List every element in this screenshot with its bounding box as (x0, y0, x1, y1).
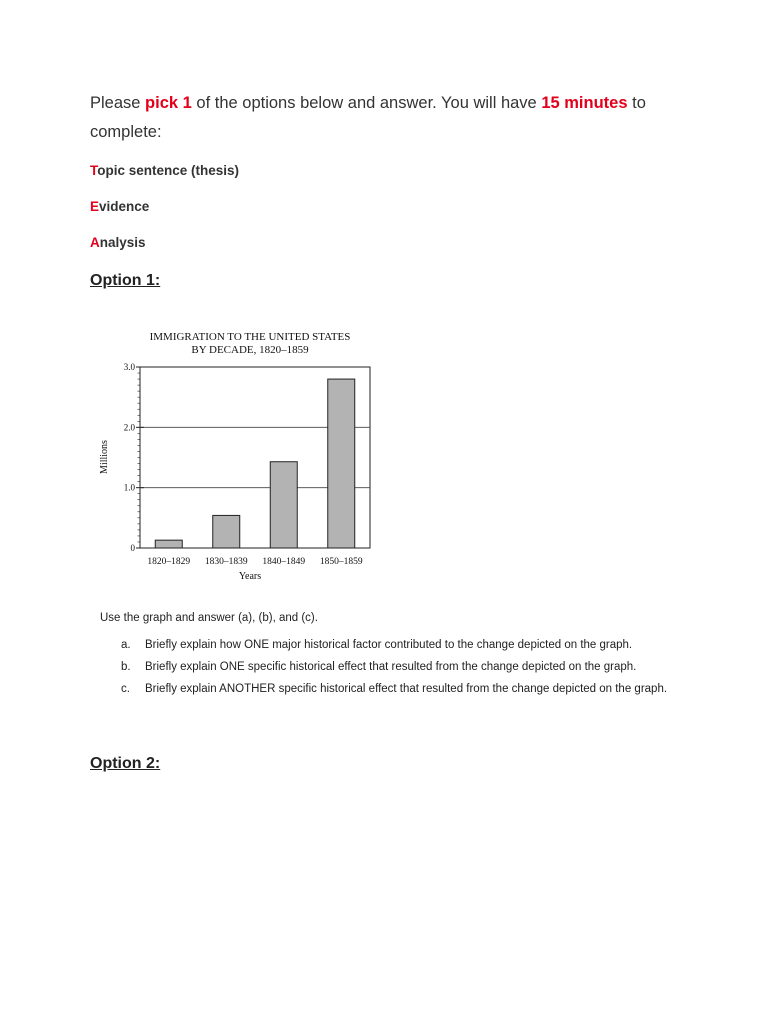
option-1-heading: Option 1: (90, 272, 161, 289)
plot-area (124, 362, 370, 567)
tea-evidence (90, 199, 149, 214)
intro-text-3: to complete: (90, 94, 646, 141)
x-tick-label: 1820–1829 (147, 557, 191, 567)
bar (328, 379, 355, 548)
graph-instructions: Use the graph and answer (a), (b), and (c). (100, 612, 318, 624)
intro-text-1: Please (90, 94, 146, 112)
question-c (121, 681, 681, 697)
question-label: a. (121, 639, 131, 651)
time-emphasis: 15 minutes (541, 94, 628, 112)
question-list (121, 637, 681, 703)
x-tick-label: 1830–1839 (204, 557, 248, 567)
question-label: b. (121, 661, 131, 673)
bar (155, 540, 182, 548)
x-axis-label: Years (238, 571, 262, 582)
y-tick-label: 1.0 (123, 482, 135, 493)
tea-rest: nalysis (99, 235, 146, 250)
question-a (121, 637, 681, 653)
bar (270, 462, 297, 548)
chart-title-line-1: IMMIGRATION TO THE UNITED STATES (149, 331, 351, 343)
x-tick-label: 1840–1849 (262, 557, 306, 567)
tea-letter: E (90, 199, 100, 214)
question-label: c. (121, 683, 130, 695)
instructions-intro (90, 89, 690, 147)
y-tick-label: 0 (130, 543, 135, 553)
chart-title-line-2: BY DECADE, 1820–1859 (191, 344, 309, 356)
question-b (121, 659, 681, 675)
y-tick-label: 3.0 (123, 362, 135, 372)
bar (213, 515, 240, 548)
y-tick-label: 2.0 (123, 422, 135, 433)
intro-text-2: of the options below and answer. You will have (191, 94, 542, 112)
tea-letter: A (90, 235, 100, 250)
question-text: Briefly explain ONE specific historical effect that resulted from the change depicted on the graph. (145, 661, 637, 673)
tea-analysis (90, 235, 146, 250)
tea-rest: vidence (99, 199, 150, 214)
y-axis-label: Millions (99, 440, 110, 474)
tea-rest: opic sentence (thesis) (97, 163, 240, 178)
immigration-bar-chart (90, 320, 390, 590)
question-text: Briefly explain ANOTHER specific historical effect that resulted from the change depicted on the graph. (145, 683, 668, 695)
option-2-heading: Option 2: (90, 755, 161, 772)
question-text: Briefly explain how ONE major historical factor contributed to the change depicted on the graph. (145, 639, 633, 651)
pick-emphasis: pick 1 (145, 94, 192, 112)
tea-topic (90, 163, 239, 178)
x-tick-label: 1850–1859 (319, 557, 363, 567)
tea-letter: T (90, 163, 98, 178)
